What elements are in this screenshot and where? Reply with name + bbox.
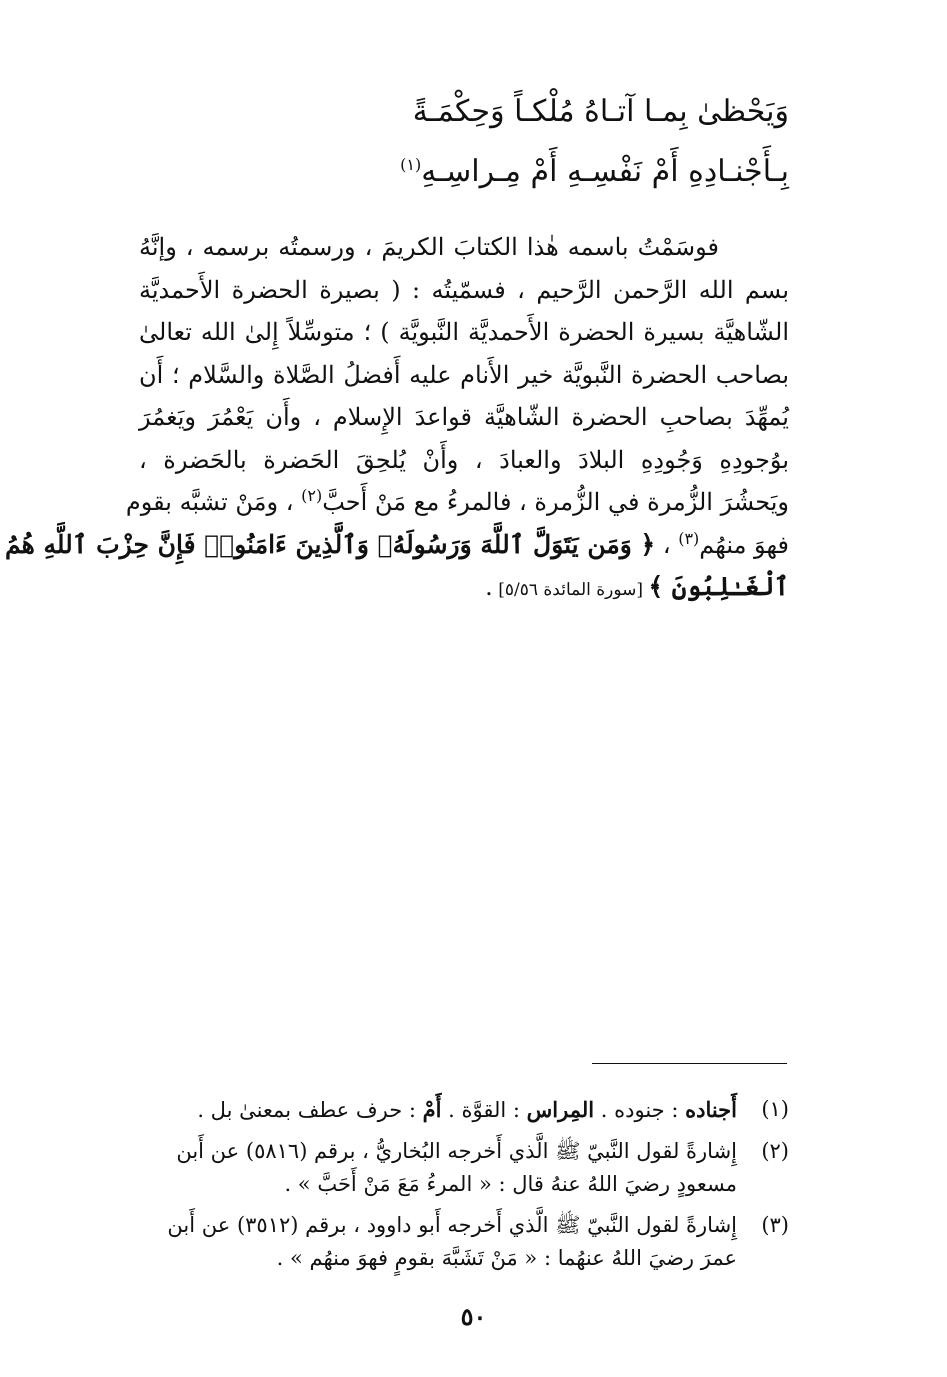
footnote-1-def-3: : حرف عطف بمعنىٰ بل . (197, 1098, 423, 1122)
footnote-ref-1[interactable]: (١) (400, 155, 422, 174)
footnote-1-def-2: : القوَّة . (441, 1098, 527, 1122)
sura-reference: [سورة المائدة ٥/٥٦] (492, 580, 649, 600)
page-number: ٥٠ (460, 1302, 487, 1331)
footnote-1-def-1: : جنوده . (594, 1098, 686, 1122)
footnote-divider (592, 1063, 787, 1064)
poetry-verse-line-1 (413, 92, 789, 132)
footnote-3-line-2: عمرَ رضيَ اللهُ عنهُما : « مَنْ تَشَبَّهَ بقومٍ فهوَ منهُم » . (276, 1246, 737, 1270)
body-line-3: الشّاهيَّة بسيرة الحضرة الأَحمديَّة النَّبويَّة ) ؛ متوسِّلاً إِلىٰ الله تعالىٰ (139, 318, 789, 346)
body-line-7-text-b: ، ومَنْ تشبَّه بقوم (125, 488, 302, 516)
body-line-9-end: . (485, 573, 493, 601)
body-line-4: بصاحب الحضرة النَّبويَّة خير الأَنام عليه أَفضلُ الصَّلاة والسَّلام ؛ أَن (139, 360, 789, 389)
body-line-1: فوسَمْتُ باسمه هٰذا الكتابَ الكريمَ ، ورسمتُه برسمه ، وإنَّهُ (139, 233, 720, 261)
verse-text-2: بِـأَجْنـادِهِ أَمْ نَفْسِـهِ أَمْ مِـراسِـهِ (421, 154, 789, 189)
body-line-7 (125, 481, 789, 524)
footnote-3 (129, 1209, 789, 1275)
body-line-9 (139, 566, 789, 612)
quran-verse-part-1: ﴿ وَمَن يَتَوَلَّ ٱللَّهَ وَرَسُولَهُۥ وَٱلَّذِينَ ءَامَنُوا۟ فَإِنَّ حِزْبَ ٱللَّهِ هُمُ (4, 529, 656, 559)
footnote-1 (129, 1093, 789, 1127)
footnote-2-line-1: إِشارةً لقول النَّبيّ ﷺ الَّذي أَخرجه البُخاريُّ ، برقم (٥٨١٦) عن أَبن (176, 1139, 737, 1163)
footnote-1-term-2: المِراس (526, 1097, 595, 1122)
footnote-1-term-3: أَمْ (422, 1097, 442, 1122)
footnote-3-line-1: إِشارةً لقول النَّبيّ ﷺ الَّذي أَخرجه أَبو داوود ، برقم (٣٥١٢) عن أَبن (167, 1213, 737, 1237)
body-line-8-text-b: ، (655, 530, 679, 559)
quran-verse-part-2: ٱلْغَـٰلِبُونَ ﴾ (648, 572, 789, 601)
footnotes-section (129, 1093, 789, 1283)
footnote-2-line-2: مسعودٍ رضيَ اللهُ عنهُ قال : « المرءُ مَعَ مَنْ أَحَبَّ » . (284, 1172, 737, 1196)
footnote-ref-2[interactable]: (٢) (301, 486, 323, 505)
body-line-5: يُمهِّدَ بصاحبِ الحضرة الشّاهيَّة قواعدَ الإِسلام ، وأَن يَعْمُرَ ويَغمُرَ (139, 403, 789, 431)
footnote-number-3: (٣) (761, 1213, 789, 1237)
footnote-2 (129, 1135, 789, 1201)
body-line-6: بوُجودِهِ وَجُودِهِ البلادَ والعبادَ ، وأَنْ يُلحِقَ الحَضرة بالحَضرة ، (139, 445, 789, 474)
body-line-8-text-a: فهوَ منهُم (699, 530, 789, 559)
footnote-ref-3[interactable]: (٣) (678, 528, 700, 548)
body-line-8 (4, 524, 789, 567)
footnote-number-1: (١) (761, 1097, 789, 1121)
footnote-1-text (129, 1093, 737, 1127)
footnote-number-2: (٢) (761, 1139, 789, 1163)
body-line-2: بسم الله الرَّحمن الرَّحيم ، فسمّيتُه : ( بصيرة الحضرة الأَحمديَّة (139, 275, 789, 304)
verse-text-1: وَيَحْظىٰ بِمـا آتـاهُ مُلْكـاً وَحِكْمَـةً (412, 94, 789, 129)
poetry-verse-line-2 (400, 152, 789, 192)
footnote-1-term-1: أَجناده (685, 1097, 737, 1122)
body-paragraph (4, 226, 789, 612)
body-line-7-text-a: ويَحشُرَ الزُّمرة في الزُّمرة ، فالمرءُ مع مَنْ أَحبَّ (322, 488, 789, 516)
